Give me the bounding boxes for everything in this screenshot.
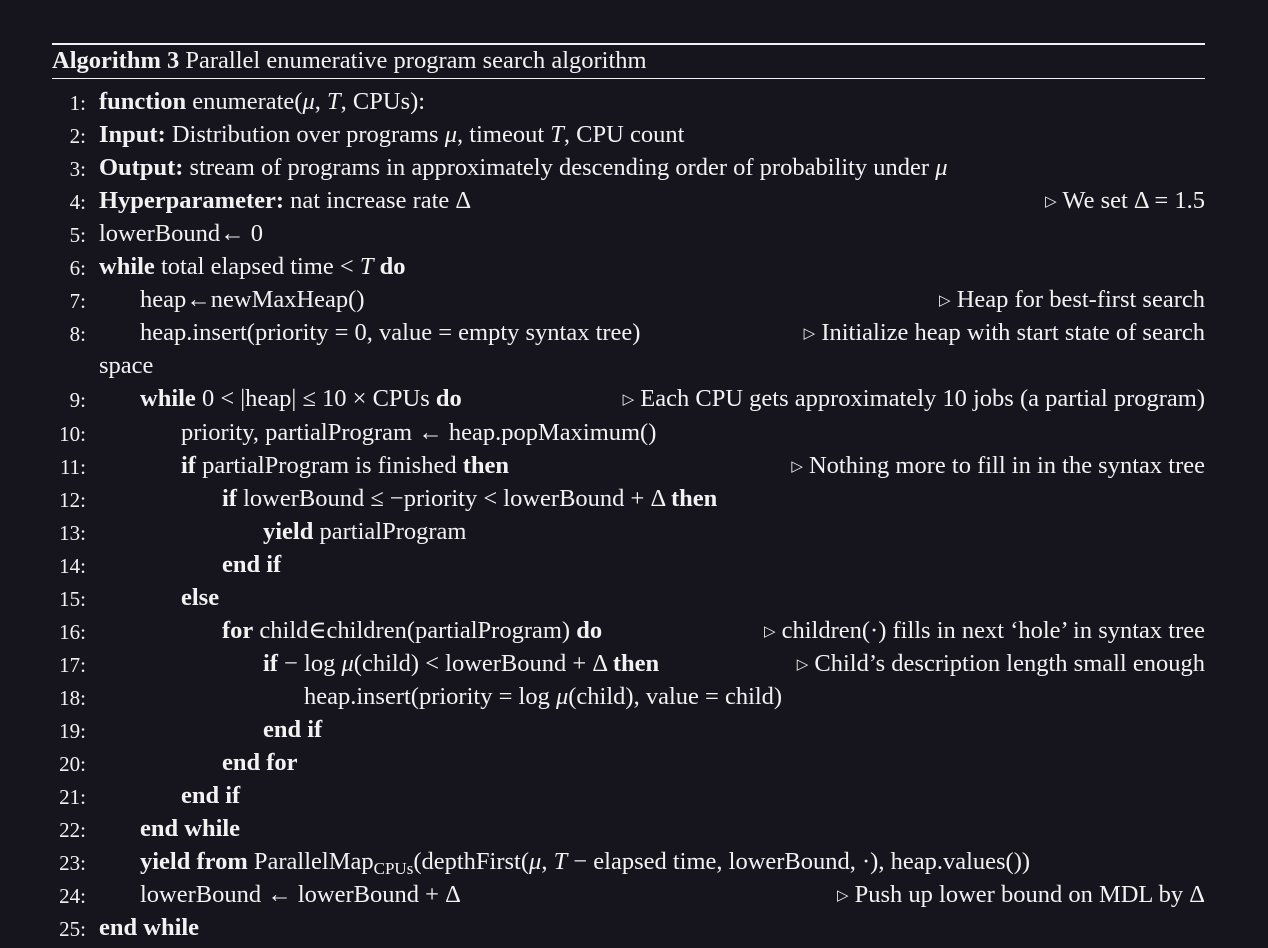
algorithm-title: Parallel enumerative program search algorithm <box>185 47 647 74</box>
algorithm-line <box>0 250 1268 283</box>
line-code: while 0 < |heap| ≤ 10 × CPUs do <box>140 385 462 413</box>
line-code: heap.insert(priority = log μ(child), value = child) <box>304 682 783 710</box>
line-number: 3: <box>69 157 86 182</box>
algorithm-line <box>0 85 1268 118</box>
line-code: lowerBound← 0 <box>99 220 263 248</box>
line-code: heap←newMaxHeap() <box>140 286 365 314</box>
line-code: function enumerate(μ, T, CPUs): <box>99 88 426 115</box>
line-number: 25: <box>59 917 86 942</box>
line-code: if lowerBound ≤ −priority < lowerBound + Δ then <box>222 484 718 512</box>
line-number: 18: <box>59 685 86 710</box>
algorithm-line <box>0 746 1268 779</box>
line-code: for child∈children(partialProgram) do <box>222 616 603 644</box>
line-number: 16: <box>59 619 86 644</box>
algorithm-line <box>0 184 1268 217</box>
line-code: end if <box>222 550 282 578</box>
line-number: 22: <box>59 818 86 843</box>
line-code: lowerBound ← lowerBound + Δ <box>140 881 461 909</box>
line-number: 23: <box>59 851 86 876</box>
line-code: heap.insert(priority = 0, value = empty syntax tree) <box>140 319 641 347</box>
comment-text: Nothing more to fill in in the syntax tree <box>802 451 1205 479</box>
algorithm-line <box>0 382 1268 415</box>
comment-triangle-icon: ▷ <box>1045 194 1057 211</box>
algorithm-line <box>0 581 1268 614</box>
line-code: space <box>99 352 154 380</box>
comment-text: Each CPU gets approximately 10 jobs (a partial program) <box>634 385 1205 413</box>
comment-triangle-icon: ▷ <box>836 888 849 905</box>
algorithm-line <box>0 217 1268 250</box>
line-number: 7: <box>69 289 86 314</box>
line-number: 20: <box>59 752 86 776</box>
line-number: 12: <box>59 487 86 512</box>
comment-triangle-icon: ▷ <box>803 326 816 343</box>
algorithm-label: Algorithm 3 <box>52 47 180 74</box>
line-code: end while <box>99 914 200 942</box>
line-code: Input: Distribution over programs μ, timeout T, CPU count <box>99 121 685 149</box>
comment-text: Heap for best-first search <box>950 286 1205 314</box>
algorithm-line <box>0 482 1268 515</box>
line-comment <box>797 647 1205 684</box>
line-code: end while <box>140 815 241 843</box>
line-number: 8: <box>69 322 86 347</box>
line-number: 14: <box>59 553 86 578</box>
comment-text: Initialize heap with start state of search <box>815 319 1205 347</box>
line-code: priority, partialProgram ← heap.popMaximum() <box>181 418 657 446</box>
line-code: if − log μ(child) < lowerBound + Δ then <box>263 649 660 677</box>
line-comment <box>791 449 1205 486</box>
algorithm-line <box>0 713 1268 746</box>
algorithm-caption <box>52 44 647 77</box>
caption-rule <box>52 78 1205 79</box>
line-number: 19: <box>59 718 86 743</box>
comment-text: children(·) fills in next ‘hole’ in syntax tree <box>775 616 1205 644</box>
comment-triangle-icon: ▷ <box>791 458 803 475</box>
comment-triangle-icon: ▷ <box>796 656 809 673</box>
algorithm-line <box>0 151 1268 184</box>
line-comment <box>939 283 1205 320</box>
line-comment <box>804 316 1205 353</box>
comment-text: We set Δ = 1.5 <box>1056 187 1205 215</box>
line-code: while total elapsed time < T do <box>99 253 406 281</box>
line-number: 4: <box>69 190 86 215</box>
line-number: 9: <box>69 388 86 413</box>
line-code: yield partialProgram <box>263 517 467 545</box>
algorithm-line <box>0 349 1268 382</box>
algorithm-line <box>0 283 1268 316</box>
algorithm-line <box>0 515 1268 548</box>
comment-triangle-icon: ▷ <box>939 293 951 310</box>
line-number: 21: <box>59 785 86 810</box>
line-comment <box>1045 184 1205 221</box>
algorithm-line <box>0 118 1268 151</box>
comment-text: Push up lower bound on MDL by Δ <box>848 881 1205 909</box>
line-code: else <box>181 583 220 611</box>
algorithm-line <box>0 845 1268 878</box>
algorithm-line <box>0 449 1268 482</box>
algorithm-line <box>0 647 1268 680</box>
comment-triangle-icon: ▷ <box>763 623 776 640</box>
algorithm-line <box>0 416 1268 449</box>
algorithm-line <box>0 911 1268 944</box>
line-code: yield from ParallelMap$_{CPUs}$(depthFirst(μ, T − elapsed time, lowerBound, ·), heap.values()) <box>140 848 1031 879</box>
line-comment <box>837 878 1205 915</box>
algorithm-line <box>0 878 1268 911</box>
line-number: 2: <box>69 124 86 149</box>
algorithm-line <box>0 548 1268 581</box>
line-code: end if <box>181 782 241 810</box>
line-number: 15: <box>59 586 86 611</box>
line-code: end for <box>222 749 298 776</box>
algorithm-line <box>0 779 1268 812</box>
line-number: 1: <box>69 91 86 115</box>
line-number: 10: <box>59 421 86 446</box>
line-number: 6: <box>69 256 86 281</box>
line-number: 11: <box>59 454 86 479</box>
line-code: Output: stream of programs in approximately descending order of probability under μ <box>99 154 948 182</box>
algorithm-line <box>0 680 1268 713</box>
line-comment <box>623 382 1205 419</box>
comment-text: Child’s description length small enough <box>808 649 1205 677</box>
line-code: if partialProgram is finished then <box>181 451 509 479</box>
line-number: 24: <box>59 884 86 909</box>
line-code: Hyperparameter: nat increase rate Δ <box>99 187 472 215</box>
line-code: end if <box>263 715 323 743</box>
algorithm-line <box>0 614 1268 647</box>
comment-triangle-icon: ▷ <box>622 392 635 409</box>
line-number: 13: <box>59 520 86 545</box>
algorithm-line <box>0 812 1268 845</box>
line-comment <box>764 614 1205 651</box>
line-number: 17: <box>59 652 86 677</box>
algorithm-line <box>0 316 1268 349</box>
line-number: 5: <box>69 223 86 248</box>
